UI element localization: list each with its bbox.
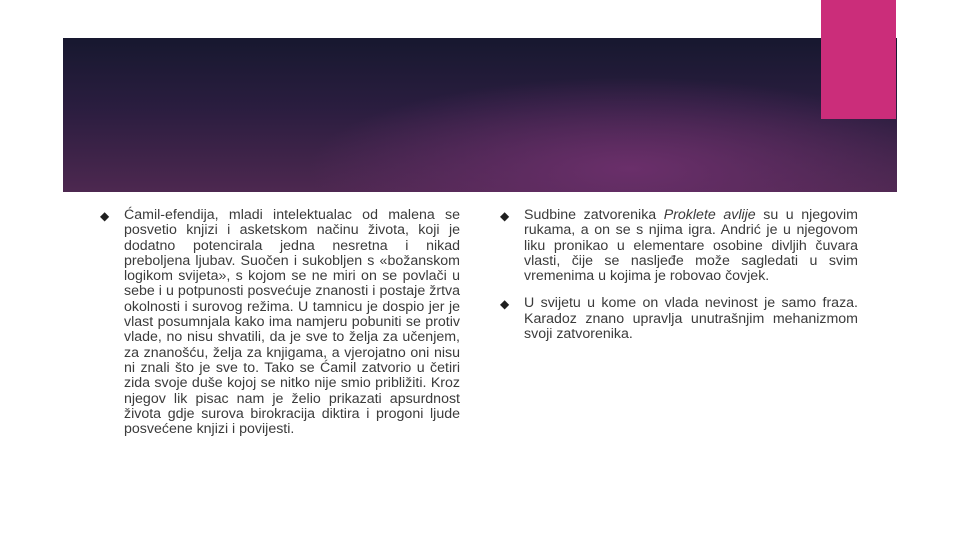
bullet-item	[100, 208, 460, 437]
bullet-text: U svijetu u kome on vlada nevinost je samo fraza. Karadoz znano upravlja unutrašnjim mehanizmom svoji zatvorenika.	[524, 295, 858, 343]
bullet-item	[500, 296, 858, 342]
bullet-text: Ćamil-efendija, mladi intelektualac od malena se posvetio knjizi i asketskom načinu života, koji je dodatno potencirala jedna nesretna i nikad preboljena ljubav. Suočen i sukobljen s «božanskom logikom svijeta», s kojom se ne miri on se povlači u sebe i u potpunosti posvećuje znanosti i postaje žrtva okolnosti i surovog režima. U tamnicu je dospio jer je vlast posumnjala kako ima namjeru pobuniti se protiv vlade, no nisu shvatili, da je sve to želja za učenjem, za znanošću, želja za knjigama, a vjerojatno oni nisu ni znali što je sve to. Tako se Ćamil zatvorio u četiri zida svoje duše kojoj se nitko nije smio približiti. Kroz njegov lik pisac nam je želio prikazati apsurdnost života gdje surova birokracija diktira i progoni ljude posvećene knjizi i povijesti.	[124, 207, 460, 438]
accent-bar	[821, 0, 896, 119]
right-text-column	[500, 208, 858, 354]
title-banner	[63, 38, 897, 192]
diamond-icon: ◆	[100, 209, 110, 223]
diamond-icon: ◆	[500, 297, 510, 312]
bullet-item	[500, 208, 858, 284]
bullet-text-part: su u njegovim rukama, a on se s njima igra. Andrić je u njegovom liku pronikao u elementare osobine divljih čuvara vlasti, čije se nasljeđe može sagledati u svim vremenima u kojima je robovao čovjek.	[524, 207, 858, 285]
diamond-icon: ◆	[500, 209, 510, 223]
book-title: Proklete avlije	[663, 207, 756, 223]
bullet-text	[524, 208, 858, 284]
bullet-text-part: Sudbine zatvorenika	[524, 207, 664, 223]
left-text-column	[100, 208, 460, 449]
